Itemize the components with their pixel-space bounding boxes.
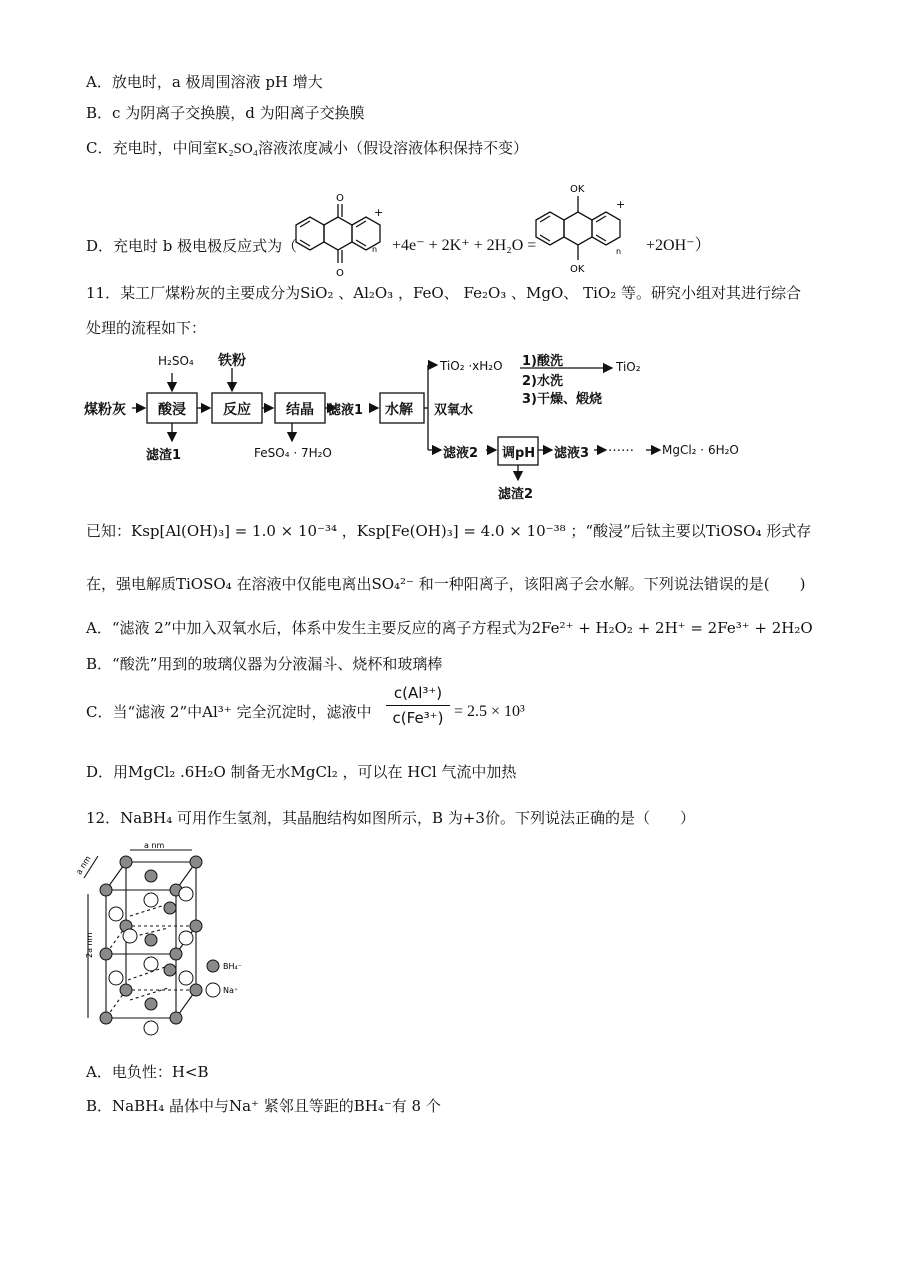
q11-option-a: A．“滤液 2”中加入双氧水后，体系中发生主要反应的离子方程式为2Fe²⁺ + H₂O₂ + 2H⁺ = 2Fe³⁺ + 2H₂O (86, 619, 813, 637)
hydroquinone-n: n (616, 247, 622, 256)
q11-option-c-fraction (386, 682, 450, 729)
anthraquinone-o-top: O (336, 193, 344, 204)
crystal-cell-diagram (70, 838, 260, 1048)
flow-tio2-hydrate: TiO₂ ·xH₂O (440, 359, 503, 373)
flow-coal-ash: 煤粉灰 (84, 402, 126, 418)
q10-option-d-post: +2OH⁻） (646, 237, 711, 254)
flow-hydrolysis: 水解 (385, 402, 413, 418)
legend-bh4: BH₄⁻ (223, 962, 242, 971)
q10-option-b: B．c 为阴离子交换膜，d 为阳离子交换膜 (86, 104, 365, 122)
q11-stem-line2: 处理的流程如下： (86, 319, 207, 337)
flow-mgcl2: MgCl₂ · 6H₂O (662, 443, 739, 457)
anthraquinone-n: n (372, 245, 378, 254)
anthraquinone-plus: + (374, 206, 384, 219)
flow-crystal: 结晶 (286, 402, 314, 418)
cell-height: 2a nm (85, 932, 94, 958)
q10-option-c-salt: K₂SO₄ (217, 141, 258, 157)
flow-residue2: 滤渣2 (498, 487, 534, 502)
flow-iron: 铁粉 (218, 353, 246, 369)
legend-na: Na⁺ (223, 986, 239, 995)
flow-feso4: FeSO₄ · 7H₂O (254, 446, 332, 460)
flow-residue1: 滤渣1 (146, 448, 182, 463)
flow-acid-leach: 酸浸 (158, 402, 186, 418)
fraction-bar (386, 705, 450, 706)
q11-option-d: D．用MgCl₂ .6H₂O 制备无水MgCl₂ ，可以在 HCl 气流中加热 (86, 763, 517, 781)
flow-dots: …… (608, 440, 634, 455)
flow-filtrate2: 滤液2 (443, 446, 479, 461)
flow-adjust-ph: 调pH (502, 446, 536, 461)
q11-known-line1: 已知：Ksp[Al(OH)₃] = 1.0 × 10⁻³⁴ ，Ksp[Fe(OH)₃] = 4.0 × 10⁻³⁸ ；“酸浸”后钛主要以TiOSO₄ 形式存 (86, 522, 812, 540)
flow-filtrate3: 滤液3 (554, 446, 590, 461)
hydroquinone-ok-top: OK (570, 184, 585, 195)
cell-a-top: a nm (144, 841, 165, 850)
fraction-denominator: c(Fe³⁺) (392, 709, 444, 727)
flow-react: 反应 (223, 402, 251, 418)
q10-option-d-pre: D．充电时 b 极电极反应式为（ (86, 237, 298, 255)
q11-option-c-post: = 2.5 × 10³ (454, 703, 525, 720)
q12-option-b: B．NaBH₄ 晶体中与Na⁺ 紧邻且等距的BH₄⁻有 8 个 (86, 1097, 441, 1115)
hydroquinone-plus: + (616, 198, 626, 211)
cell-a-side: a nm (74, 854, 93, 877)
q11-known-line2: 在，强电解质TiOSO₄ 在溶液中仅能电离出SO₄²⁻ 和一种阳离子，该阳离子会水解。下列说法错误的是( ) (86, 575, 806, 593)
fraction-numerator: c(Al³⁺) (393, 684, 443, 702)
flow-filtrate1: 滤液1 (328, 403, 364, 418)
q10-option-d-mid: +4e⁻ + 2K⁺ + 2H₂O = (392, 237, 537, 254)
flow-step1: 1)酸洗 (522, 354, 563, 369)
flow-step2: 2)水洗 (522, 374, 563, 389)
q11-option-c-pre: C．当“滤液 2”中Al³⁺ 完全沉淀时，滤液中 (86, 703, 372, 721)
q11-stem-line1: 11．某工厂煤粉灰的主要成分为SiO₂ 、Al₂O₃ ，FeO、 Fe₂O₃ 、MgO、 TiO₂ 等。研究小组对其进行综合 (86, 284, 801, 302)
flow-tio2: TiO₂ (616, 360, 641, 374)
q10-option-c-pre: C．充电时，中间室 (86, 139, 218, 157)
flow-h2so4: H₂SO₄ (158, 354, 194, 368)
q10-option-a: A．放电时，a 极周围溶液 pH 增大 (86, 73, 323, 91)
flow-step3: 3)干燥、煅烧 (522, 392, 602, 407)
q11-option-b: B．“酸洗”用到的玻璃仪器为分液漏斗、烧杯和玻璃棒 (86, 655, 443, 673)
flow-h2o2: 双氧水 (434, 403, 474, 418)
anthraquinone-o-bottom: O (336, 268, 344, 279)
q10-option-c-post: 溶液浓度减小（假设溶液体积保持不变） (257, 139, 528, 157)
q12-stem: 12．NaBH₄ 可用作生氢剂，其晶胞结构如图所示，B 为+3价。下列说法正确的是（ ） (86, 809, 695, 827)
q12-option-a: A．电负性：H<B (86, 1063, 209, 1081)
hydroquinone-ok-bottom: OK (570, 264, 585, 275)
